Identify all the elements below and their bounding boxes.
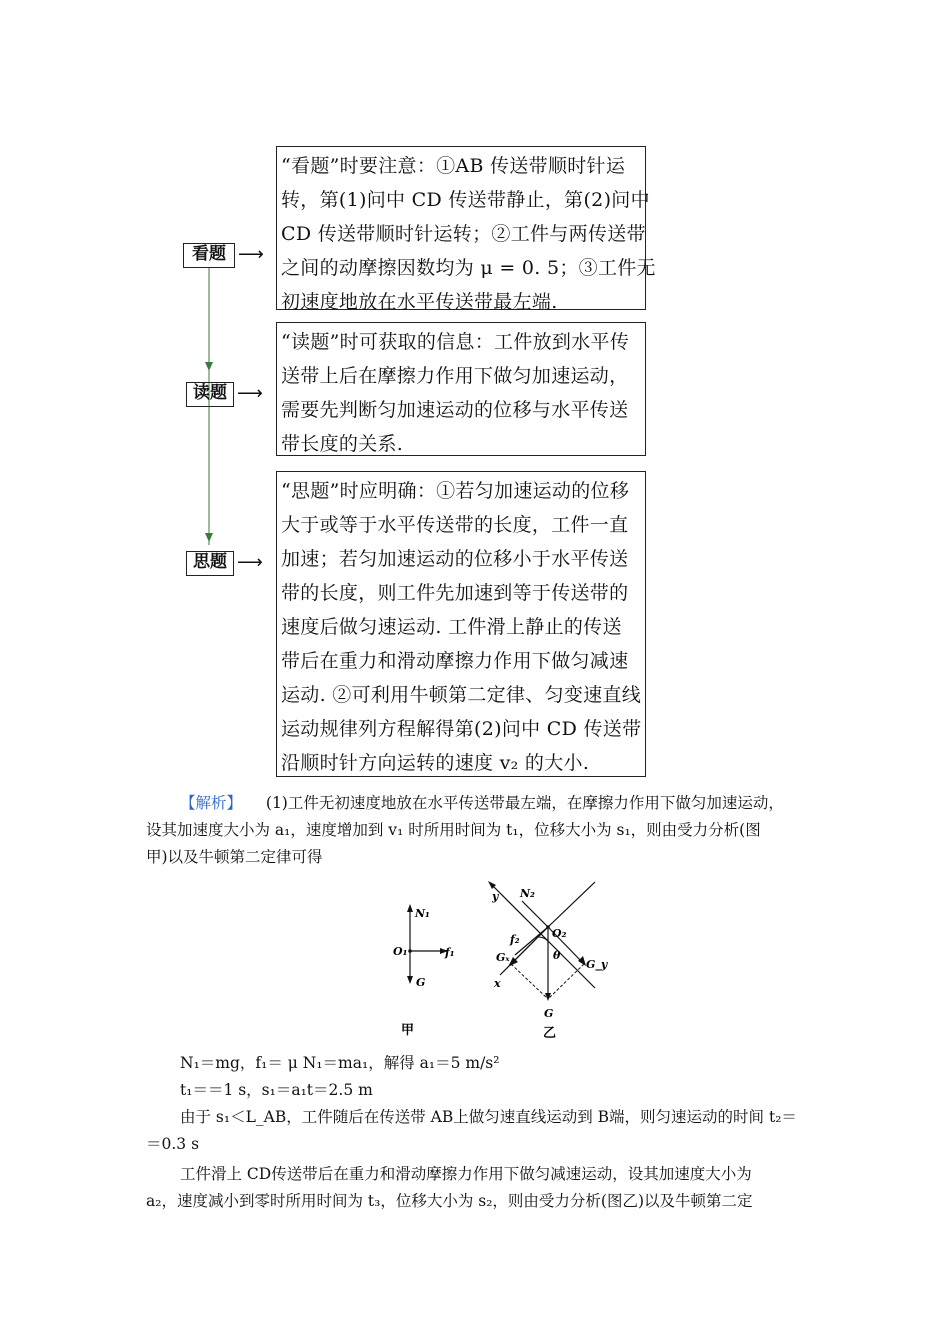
step2-line: “读题”时可获取的信息：工件放到水平传 (281, 331, 630, 353)
step3-line: 加速；若匀加速运动的位移小于水平传送 (281, 548, 629, 570)
equation-line: t₁＝＝1 s，s₁＝a₁t＝2.5 m (180, 1081, 373, 1099)
label-Gx: Gₓ (496, 951, 510, 964)
step1-line: 转，第(1)问中 CD 传送带静止，第(2)问中 (281, 189, 650, 211)
step-label-duti: 读题 (186, 382, 234, 407)
caption-yi: 乙 (543, 1026, 557, 1041)
arrow-right-icon: ⟶ (237, 383, 263, 404)
step3-line: “思题”时应明确：①若匀加速运动的位移 (281, 480, 630, 502)
step2-box (276, 322, 646, 456)
step3-line: 带后在重力和滑动摩擦力作用下做匀减速 (281, 650, 629, 672)
step3-line: 运动规律列方程解得第(2)问中 CD 传送带 (281, 718, 642, 740)
label-f1: f₁ (445, 946, 455, 959)
label-O2: O₂ (552, 927, 567, 940)
label-O1: O₁ (393, 945, 408, 958)
step1-line: 初速度地放在水平传送带最左端. (281, 291, 558, 313)
label-N2: N₂ (520, 887, 535, 900)
analysis-line: 设其加速度大小为 a₁，速度增加到 v₁ 时所用时间为 t₁，位移大小为 s₁，则由受力分析(图 (146, 821, 761, 839)
label-theta: θ (553, 949, 561, 962)
arrow-right-icon: ⟶ (238, 244, 264, 265)
label-G: G (416, 976, 426, 989)
step1-box (276, 146, 656, 313)
analysis-line: ＝0.3 s (146, 1135, 200, 1153)
step3-line: 沿顺时针方向运转的速度 v₂ 的大小. (281, 752, 590, 774)
step2-line: 需要先判断匀加速运动的位移与水平传送 (281, 399, 629, 421)
label-G: G (544, 1007, 554, 1020)
step1-line: “看题”时要注意：①AB 传送带顺时针运 (281, 155, 626, 177)
step2-line: 送带上后在摩擦力作用下做匀加速运动， (281, 365, 629, 387)
label-f2: f₂ (510, 933, 520, 946)
step3-line: 运动. ②可利用牛顿第二定律、匀变速直线 (281, 684, 642, 706)
analysis-line: 甲)以及牛顿第二定律可得 (146, 848, 323, 866)
figure-yi (480, 875, 630, 1045)
step3-box (276, 471, 646, 777)
analysis-line: 工件滑上 CD传送带后在重力和滑动摩擦力作用下做匀减速运动，设其加速度大小为 (180, 1165, 752, 1183)
step3-line: 大于或等于水平传送带的长度，工件一直 (281, 514, 629, 536)
label-y: y (492, 890, 499, 903)
step-label-siti: 思题 (186, 551, 234, 576)
step1-line: CD 传送带顺时针运转；②工件与两传送带 (281, 223, 646, 245)
analysis-text: (1)工件无初速度地放在水平传送带最左端，在摩擦力作用下做匀加速运动， (265, 794, 784, 812)
step2-line: 带长度的关系. (281, 433, 404, 455)
step1-line: 之间的动摩擦因数均为 μ = 0. 5；③工件无 (281, 257, 656, 279)
analysis-line: a₂，速度减小到零时所用时间为 t₃，位移大小为 s₂，则由受力分析(图乙)以及牛顿第二定 (146, 1192, 753, 1210)
step3-line: 速度后做匀速运动. 工件滑上静止的传送 (281, 616, 622, 638)
label-Gy: G_y (586, 958, 608, 971)
equation-line: N₁＝mg，f₁＝ μ N₁＝ma₁，解得 a₁＝5 m/s² (180, 1054, 500, 1072)
analysis-tag: 【解析】 (180, 794, 243, 812)
figure-jia (385, 900, 465, 1045)
label-x: x (494, 977, 501, 990)
arrow-right-icon: ⟶ (237, 552, 263, 573)
flow-connector (200, 265, 220, 555)
analysis-line (180, 792, 784, 814)
step-label-kanti: 看题 (183, 243, 235, 268)
step3-line: 带的长度，则工件先加速到等于传送带的 (281, 582, 629, 604)
caption-jia: 甲 (401, 1023, 415, 1038)
analysis-line: 由于 s₁＜L_AB，工件随后在传送带 AB上做匀速直线运动到 B端，则匀速运动的时间 t₂＝ (180, 1108, 797, 1126)
label-N1: N₁ (415, 907, 430, 920)
